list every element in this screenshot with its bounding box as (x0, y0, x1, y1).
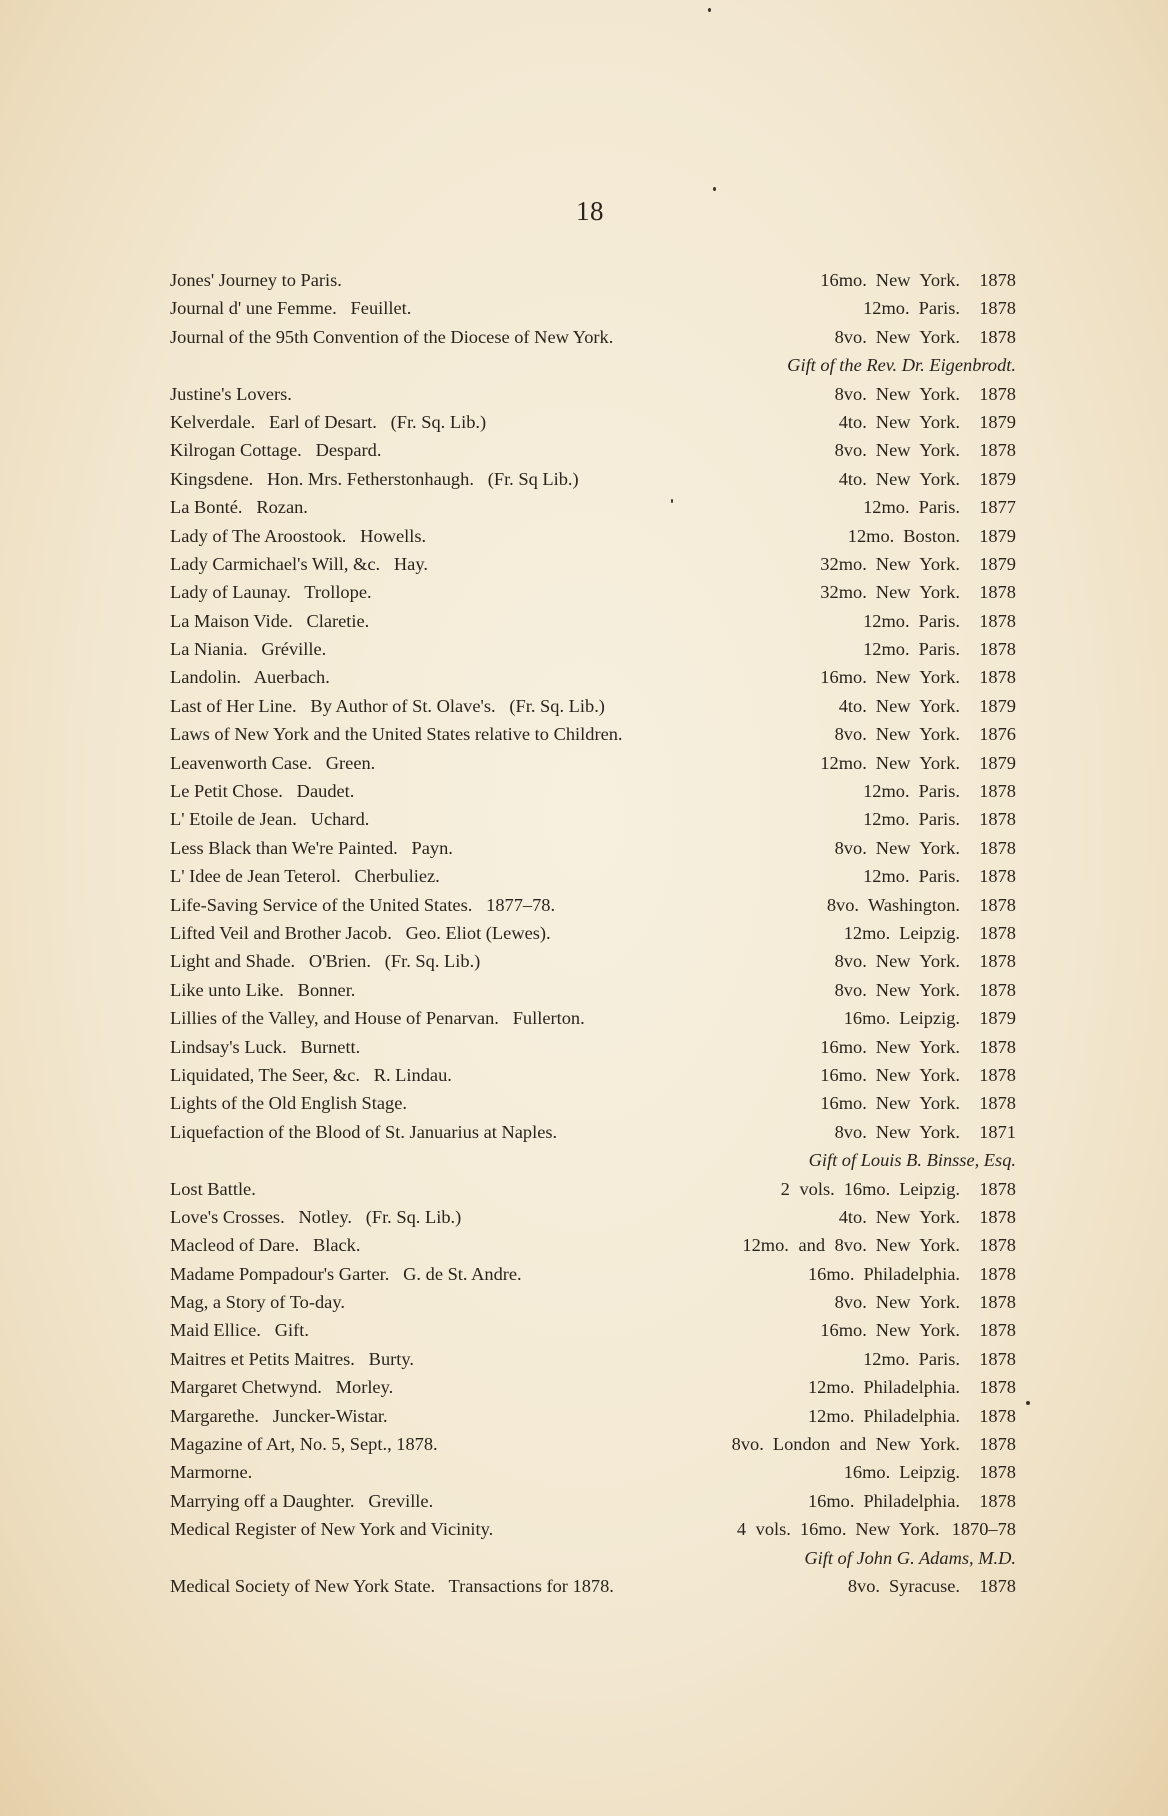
entry-place: New York. (875, 695, 960, 716)
entry-place: Philadelphia. (863, 1263, 960, 1284)
entry-title: Liquefaction of the Blood of St. Januarius at Naples. (170, 1121, 558, 1142)
entry-place: New York. (875, 440, 960, 461)
entry-title: Margarethe. Juncker-Wistar. (170, 1405, 388, 1426)
entry-publication-details (854, 805, 1016, 833)
ink-speck (1026, 1401, 1030, 1405)
catalogue-entry (170, 1203, 1016, 1231)
entry-publication-details (818, 891, 1016, 919)
entry-title: Marrying off a Daughter. Greville. (170, 1490, 434, 1511)
entry-format: 16mo. (799, 1519, 847, 1540)
entry-place: New York. (875, 468, 960, 489)
entry-year: 1879 (979, 468, 1016, 489)
entry-publication-details (835, 1458, 1016, 1486)
catalogue-entry (170, 805, 1016, 833)
entry-format: 8vo. (834, 837, 867, 858)
entry-year: 1878 (979, 383, 1016, 404)
gift-note (170, 351, 1016, 379)
catalogue-entry (170, 862, 1016, 890)
entry-place: New York. (875, 1292, 960, 1313)
entry-title: Macleod of Dare. Black. (170, 1235, 361, 1256)
entry-year: 1878 (979, 1178, 1016, 1199)
entry-format: 8vo. (826, 894, 859, 915)
entry-title: Madame Pompadour's Garter. G. de St. Andre. (170, 1263, 522, 1284)
catalogue-entry (170, 1118, 1016, 1146)
catalogue-entry (170, 380, 1016, 408)
catalogue-entry (170, 578, 1016, 606)
entry-format: 8vo. (834, 440, 867, 461)
entry-year: 1878 (979, 1490, 1016, 1511)
page-number: 18 (576, 196, 604, 226)
entry-place: Philadelphia. (863, 1490, 960, 1511)
ink-speck (708, 8, 711, 12)
entry-publication-details (733, 1231, 1016, 1259)
catalogue-entry (170, 1175, 1016, 1203)
entry-title: Liquidated, The Seer, &c. R. Lindau. (170, 1064, 452, 1085)
entry-title: Less Black than We're Painted. Payn. (170, 837, 453, 858)
catalogue-entry (170, 1260, 1016, 1288)
entry-publication-details (728, 1515, 1016, 1543)
entry-format: 16mo. (820, 667, 867, 688)
entry-title: La Niania. Gréville. (170, 639, 327, 660)
entry-format: 8vo. (834, 1292, 867, 1313)
entry-publication-details (830, 1203, 1016, 1231)
entry-publication-details (811, 1316, 1016, 1344)
entry-publication-details (811, 663, 1016, 691)
entry-title: Lifted Veil and Brother Jacob. Geo. Eliot (Lewes). (170, 922, 551, 943)
entry-format: 8vo. (834, 979, 867, 1000)
entry-publication-details (839, 1572, 1016, 1600)
gift-note (170, 1146, 1016, 1174)
entry-title: Kelverdale. Earl of Desart. (Fr. Sq. Lib.) (170, 411, 487, 432)
entry-title: Lady of The Aroostook. Howells. (170, 525, 427, 546)
entry-publication-details (854, 493, 1016, 521)
entry-publication-details (826, 323, 1016, 351)
entry-format: 32mo. (820, 582, 867, 603)
entry-volumes: 2 vols. (780, 1178, 835, 1199)
entry-title: Lady Carmichael's Will, &c. Hay. (170, 553, 428, 574)
catalogue-entry (170, 323, 1016, 351)
catalogue-entry (170, 1004, 1016, 1032)
entry-publication-details (826, 1288, 1016, 1316)
entry-year: 1878 (979, 440, 1016, 461)
entry-year: 1878 (979, 1348, 1016, 1369)
entry-year: 1879 (979, 411, 1016, 432)
entry-format: 8vo. (731, 1434, 764, 1455)
entry-place: New York. (875, 951, 960, 972)
entry-publication-details (811, 749, 1016, 777)
entry-format: 4to. (838, 1206, 867, 1227)
entry-format: 8vo. (834, 724, 867, 745)
catalogue-entry (170, 919, 1016, 947)
catalogue-entry (170, 1231, 1016, 1259)
entry-title: L' Idee de Jean Teterol. Cherbuliez. (170, 866, 440, 887)
entry-year: 1878 (979, 894, 1016, 915)
entry-year: 1870–78 (951, 1519, 1016, 1540)
entry-title: Kilrogan Cottage. Despard. (170, 440, 382, 461)
entry-publication-details (826, 720, 1016, 748)
entry-place: New York. (875, 326, 960, 347)
entry-year: 1876 (979, 724, 1016, 745)
entry-publication-details (826, 976, 1016, 1004)
entry-publication-details (830, 692, 1016, 720)
entry-publication-details (854, 294, 1016, 322)
entry-publication-details (826, 947, 1016, 975)
entry-format: 8vo. (834, 383, 867, 404)
entry-format: 4to. (838, 411, 867, 432)
entry-year: 1879 (979, 553, 1016, 574)
entry-year: 1878 (979, 298, 1016, 319)
entry-publication-details (799, 1260, 1016, 1288)
entry-publication-details (811, 1089, 1016, 1117)
entry-format: 8vo. (834, 326, 867, 347)
entry-title: Life-Saving Service of the United States. 1877–78. (170, 894, 556, 915)
entry-year: 1878 (979, 639, 1016, 660)
entry-publication-details (854, 607, 1016, 635)
entry-format: 4to. (838, 695, 867, 716)
entry-format: 12mo. (863, 809, 910, 830)
entry-year: 1878 (979, 1036, 1016, 1057)
entry-year: 1878 (979, 951, 1016, 972)
entry-publication-details (835, 1004, 1016, 1032)
entry-year: 1878 (979, 1575, 1016, 1596)
entry-format: 16mo. (807, 1490, 855, 1511)
entry-title: Journal d' une Femme. Feuillet. (170, 298, 412, 319)
entry-title: Justine's Lovers. (170, 383, 292, 404)
entry-year: 1878 (979, 866, 1016, 887)
catalogue-entry (170, 465, 1016, 493)
entry-volumes: 4 vols. (736, 1519, 791, 1540)
entry-format: 12mo. (863, 866, 910, 887)
entry-place: New York. (875, 582, 960, 603)
entry-place: Paris. (918, 1348, 960, 1369)
entry-format: 12mo. (847, 525, 895, 546)
catalogue-entry (170, 436, 1016, 464)
entry-title: Maitres et Petits Maitres. Burty. (170, 1348, 414, 1369)
entry-title: Landolin. Auerbach. (170, 667, 330, 688)
entry-place: New York. (875, 553, 960, 574)
entry-year: 1878 (979, 1320, 1016, 1341)
catalogue-entry (170, 550, 1016, 578)
entry-publication-details (826, 1118, 1016, 1146)
entry-year: 1878 (979, 1064, 1016, 1085)
entry-publication-details (799, 1402, 1016, 1430)
entry-publication-details (811, 1061, 1016, 1089)
entry-publication-details (835, 919, 1016, 947)
entry-format: 16mo. (843, 1178, 891, 1199)
entry-title: Jones' Journey to Paris. (170, 270, 342, 290)
entry-publication-details (772, 1175, 1016, 1203)
entry-year: 1878 (979, 326, 1016, 347)
catalogue-entry (170, 976, 1016, 1004)
entry-year: 1878 (979, 1405, 1016, 1426)
entry-year: 1878 (979, 270, 1016, 290)
entry-publication-details (799, 1487, 1016, 1515)
entry-place: New York. (875, 1064, 960, 1085)
entry-place: New York. (875, 667, 960, 688)
entry-format: 32mo. (820, 553, 867, 574)
entry-title: Mag, a Story of To-day. (170, 1292, 345, 1313)
entry-place: New York. (855, 1519, 940, 1540)
catalogue-entry (170, 294, 1016, 322)
gift-text: Gift of John G. Adams, M.D. (804, 1547, 1016, 1568)
entry-title: Le Petit Chose. Daudet. (170, 781, 355, 802)
entry-format: 16mo. (807, 1263, 855, 1284)
entry-place: New York. (875, 383, 960, 404)
entry-year: 1878 (979, 667, 1016, 688)
catalogue-entry (170, 266, 1016, 294)
entry-publication-details (854, 862, 1016, 890)
entry-format: 12mo. (820, 752, 867, 773)
entry-title: Magazine of Art, No. 5, Sept., 1878. (170, 1434, 438, 1455)
entry-year: 1878 (979, 1263, 1016, 1284)
entry-title: La Maison Vide. Claretie. (170, 610, 370, 631)
gift-text: Gift of the Rev. Dr. Eigenbrodt. (787, 355, 1016, 376)
entry-title: Medical Register of New York and Vicinity. (170, 1519, 494, 1540)
ink-speck (671, 499, 673, 503)
catalogue-entry (170, 834, 1016, 862)
entry-place: Paris. (918, 610, 960, 631)
catalogue-entries (170, 266, 1016, 1600)
entry-year: 1878 (979, 922, 1016, 943)
entry-format: 12mo. (863, 639, 910, 660)
catalogue-entry (170, 493, 1016, 521)
entry-title: Marmorne. (170, 1462, 253, 1483)
entry-year: 1871 (979, 1121, 1016, 1142)
entry-place: Syracuse. (889, 1575, 960, 1596)
entry-place: London and New York. (772, 1434, 960, 1455)
entry-format: 12mo. (863, 298, 910, 319)
entry-format: 8vo. (834, 1121, 867, 1142)
catalogue-entry (170, 1515, 1016, 1543)
entry-title: Like unto Like. Bonner. (170, 979, 356, 1000)
entry-place: New York. (875, 837, 960, 858)
entry-place: Philadelphia. (863, 1377, 960, 1398)
entry-publication-details (839, 522, 1016, 550)
catalogue-entry (170, 749, 1016, 777)
entry-publication-details (854, 777, 1016, 805)
entry-place: New York. (875, 724, 960, 745)
entry-format: 12mo. (863, 497, 910, 518)
entry-format: 16mo. (820, 270, 867, 290)
entry-publication-details (811, 550, 1016, 578)
catalogue-entry (170, 1288, 1016, 1316)
entry-title: Lillies of the Valley, and House of Penarvan. Fullerton. (170, 1008, 585, 1029)
entry-place: Paris. (918, 866, 960, 887)
entry-title: Last of Her Line. By Author of St. Olave's. (Fr. Sq. Lib.) (170, 695, 605, 716)
entry-format: 12mo. (807, 1405, 855, 1426)
entry-title: Medical Society of New York State. Transactions for 1878. (170, 1575, 614, 1596)
entry-place: Philadelphia. (863, 1405, 960, 1426)
catalogue-entry (170, 607, 1016, 635)
entry-place: New York. (875, 270, 960, 290)
entry-title: Light and Shade. O'Brien. (Fr. Sq. Lib.) (170, 951, 481, 972)
entry-format: 12mo. and 8vo. (742, 1235, 867, 1256)
entry-place: New York. (875, 1320, 960, 1341)
entry-publication-details (830, 465, 1016, 493)
entry-year: 1878 (979, 1235, 1016, 1256)
entry-format: 12mo. (863, 610, 910, 631)
entry-format: 4to. (838, 468, 867, 489)
entry-year: 1878 (979, 582, 1016, 603)
entry-format: 16mo. (820, 1320, 867, 1341)
entry-title: Maid Ellice. Gift. (170, 1320, 309, 1341)
entry-place: Paris. (918, 639, 960, 660)
catalogue-entry (170, 522, 1016, 550)
entry-title: L' Etoile de Jean. Uchard. (170, 809, 370, 830)
entry-format: 12mo. (807, 1377, 855, 1398)
entry-year: 1878 (979, 1377, 1016, 1398)
entry-place: New York. (875, 411, 960, 432)
entry-title: Journal of the 95th Convention of the Diocese of New York. (170, 326, 614, 347)
entry-place: New York. (875, 1036, 960, 1057)
entry-title: Lost Battle. (170, 1178, 256, 1199)
catalogue-entry (170, 1061, 1016, 1089)
entry-year: 1878 (979, 1093, 1016, 1114)
catalogue-entry (170, 692, 1016, 720)
entry-year: 1878 (979, 979, 1016, 1000)
entry-place: New York. (875, 979, 960, 1000)
catalogue-entry (170, 947, 1016, 975)
entry-year: 1878 (979, 1462, 1016, 1483)
entry-year: 1878 (979, 1206, 1016, 1227)
entry-format: 16mo. (820, 1064, 867, 1085)
entry-year: 1878 (979, 781, 1016, 802)
gift-text: Gift of Louis B. Binsse, Esq. (808, 1150, 1016, 1171)
catalogue-entry (170, 663, 1016, 691)
entry-year: 1879 (979, 695, 1016, 716)
entry-format: 12mo. (863, 1348, 910, 1369)
entry-publication-details (811, 266, 1016, 294)
entry-publication-details (799, 1373, 1016, 1401)
entry-year: 1878 (979, 610, 1016, 631)
entry-publication-details (811, 1033, 1016, 1061)
entry-place: Paris. (918, 497, 960, 518)
catalogue-entry (170, 408, 1016, 436)
entry-format: 16mo. (820, 1036, 867, 1057)
catalogue-entry (170, 1345, 1016, 1373)
catalogue-entry (170, 1373, 1016, 1401)
entry-year: 1877 (979, 497, 1016, 518)
entry-place: Washington. (868, 894, 960, 915)
entry-publication-details (854, 1345, 1016, 1373)
entry-format: 12mo. (843, 922, 891, 943)
entry-title: Leavenworth Case. Green. (170, 752, 376, 773)
entry-place: Leipzig. (899, 1462, 960, 1483)
catalogue-entry (170, 1402, 1016, 1430)
entry-title: Love's Crosses. Notley. (Fr. Sq. Lib.) (170, 1206, 462, 1227)
entry-format: 16mo. (843, 1462, 891, 1483)
entry-format: 8vo. (847, 1575, 880, 1596)
entry-publication-details (826, 380, 1016, 408)
entry-year: 1879 (979, 525, 1016, 546)
entry-place: New York. (875, 752, 960, 773)
entry-place: Leipzig. (899, 922, 960, 943)
entry-place: New York. (875, 1093, 960, 1114)
entry-place: Boston. (903, 525, 960, 546)
entry-year: 1878 (979, 1292, 1016, 1313)
catalogue-entry (170, 1430, 1016, 1458)
entry-place: Paris. (918, 781, 960, 802)
entry-format: 8vo. (834, 951, 867, 972)
catalogue-entry (170, 777, 1016, 805)
entry-place: Paris. (918, 298, 960, 319)
entry-place: Leipzig. (899, 1178, 960, 1199)
entry-title: Lady of Launay. Trollope. (170, 582, 372, 603)
entry-title: Lights of the Old English Stage. (170, 1093, 408, 1114)
entry-format: 16mo. (820, 1093, 867, 1114)
entry-year: 1878 (979, 1434, 1016, 1455)
entry-format: 16mo. (843, 1008, 891, 1029)
catalogue-entry (170, 635, 1016, 663)
entry-year: 1878 (979, 809, 1016, 830)
entry-publication-details (811, 578, 1016, 606)
entry-year: 1879 (979, 1008, 1016, 1029)
catalogue-entry (170, 720, 1016, 748)
catalogue-entry (170, 1572, 1016, 1600)
catalogue-entry (170, 1089, 1016, 1117)
entry-publication-details (723, 1430, 1016, 1458)
entry-title: La Bonté. Rozan. (170, 497, 308, 518)
catalogue-entry (170, 1033, 1016, 1061)
catalogue-entry (170, 1458, 1016, 1486)
entry-publication-details (830, 408, 1016, 436)
entry-publication-details (854, 635, 1016, 663)
catalogue-entry (170, 1316, 1016, 1344)
entry-year: 1879 (979, 752, 1016, 773)
entry-title: Kingsdene. Hon. Mrs. Fetherstonhaugh. (Fr. Sq Lib.) (170, 468, 579, 489)
entry-place: Leipzig. (899, 1008, 960, 1029)
ink-speck (713, 187, 716, 191)
catalogue-entry (170, 1487, 1016, 1515)
entry-publication-details (826, 436, 1016, 464)
entry-title: Margaret Chetwynd. Morley. (170, 1377, 394, 1398)
entry-place: New York. (875, 1121, 960, 1142)
entry-place: Paris. (918, 809, 960, 830)
entry-format: 12mo. (863, 781, 910, 802)
entry-place: New York. (875, 1235, 960, 1256)
entry-title: Laws of New York and the United States relative to Children. (170, 724, 623, 745)
entry-place: New York. (875, 1206, 960, 1227)
gift-note (170, 1544, 1016, 1572)
entry-year: 1878 (979, 837, 1016, 858)
catalogue-entry (170, 891, 1016, 919)
entry-title: Lindsay's Luck. Burnett. (170, 1036, 361, 1057)
entry-publication-details (826, 834, 1016, 862)
